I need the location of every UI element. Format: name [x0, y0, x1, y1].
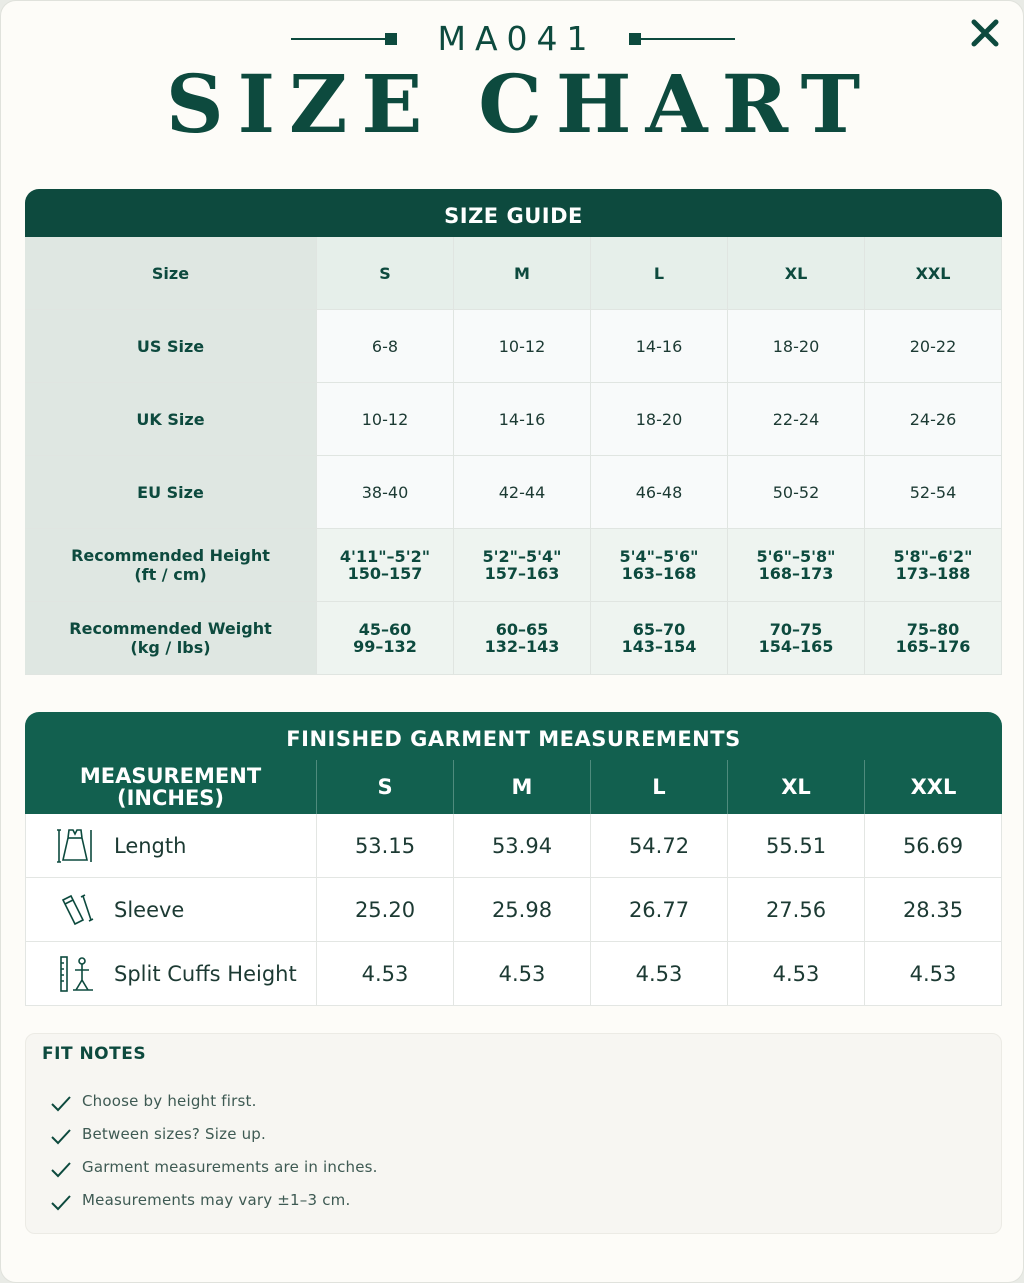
height-l-ft: 5'4"–5'6": [619, 547, 699, 566]
check-icon: [50, 1093, 72, 1115]
check-icon: [50, 1159, 72, 1181]
split-cuff-m: 4.53: [454, 942, 591, 1006]
garment-title: FINISHED GARMENT MEASUREMENTS: [25, 712, 1002, 760]
fit-note-text: Measurements may vary ±1–3 cm.: [82, 1190, 351, 1209]
fit-notes-list: [50, 1084, 378, 1216]
model-row: [1, 19, 1024, 59]
sleeve-xl: 27.56: [728, 878, 865, 942]
length-s: 53.15: [317, 814, 454, 878]
size-header-s: S: [317, 237, 454, 310]
us-size-xxl: 20-22: [865, 310, 1002, 383]
length-l: 54.72: [591, 814, 728, 878]
garment-header-l: L: [591, 760, 728, 814]
split-cuff-label: Split Cuffs Height: [114, 961, 297, 986]
uk-size-m: 14-16: [454, 383, 591, 456]
uk-size-label: UK Size: [25, 383, 317, 456]
height-xl-cm: 168–173: [758, 564, 834, 583]
check-icon: [50, 1192, 72, 1214]
split-cuff-l: 4.53: [591, 942, 728, 1006]
weight-xxl-kg: 75–80: [906, 620, 960, 639]
length-m: 53.94: [454, 814, 591, 878]
eu-size-label: EU Size: [25, 456, 317, 529]
size-header-xl: XL: [728, 237, 865, 310]
measurement-header-line2: (INCHES): [116, 786, 225, 810]
height-s-cm: 150–157: [347, 564, 423, 583]
length-label-cell: [25, 814, 317, 878]
weight-l: [591, 602, 728, 675]
size-header-m: M: [454, 237, 591, 310]
height-m-ft: 5'2"–5'4": [482, 547, 562, 566]
fit-note-text: Garment measurements are in inches.: [82, 1157, 378, 1176]
fit-note-item: [50, 1150, 378, 1183]
us-size-s: 6-8: [317, 310, 454, 383]
weight-xl: [728, 602, 865, 675]
split-cuff-xxl: 4.53: [865, 942, 1002, 1006]
weight-xl-lbs: 154–165: [758, 637, 834, 656]
length-label: Length: [114, 833, 187, 858]
weight-s-kg: 45–60: [358, 620, 412, 639]
size-header-xxl: XXL: [865, 237, 1002, 310]
weight-xl-kg: 70–75: [769, 620, 823, 639]
sleeve-m: 25.98: [454, 878, 591, 942]
height-l-cm: 163–168: [621, 564, 697, 583]
sleeve-s: 25.20: [317, 878, 454, 942]
split-cuff-icon: [54, 953, 96, 995]
height-xxl-cm: 173–188: [895, 564, 971, 583]
eu-size-xl: 50-52: [728, 456, 865, 529]
garment-grid: [25, 760, 1002, 1006]
measurement-header-line1: MEASUREMENT: [79, 764, 262, 788]
uk-size-xxl: 24-26: [865, 383, 1002, 456]
weight-l-kg: 65–70: [632, 620, 686, 639]
height-label-line1: Recommended Height: [71, 546, 270, 565]
uk-size-l: 18-20: [591, 383, 728, 456]
weight-m-kg: 60–65: [495, 620, 549, 639]
weight-s-lbs: 99–132: [353, 637, 417, 656]
height-s: [317, 529, 454, 602]
size-guide-grid: [25, 237, 1002, 675]
page-title: SIZE CHART: [165, 57, 875, 151]
us-size-l: 14-16: [591, 310, 728, 383]
size-header-l: L: [591, 237, 728, 310]
fit-note-item: [50, 1117, 378, 1150]
weight-m: [454, 602, 591, 675]
fit-notes-title: FIT NOTES: [42, 1044, 147, 1064]
eu-size-xxl: 52-54: [865, 456, 1002, 529]
dress-length-icon: [54, 825, 96, 867]
decorative-line-right: [635, 38, 735, 40]
decorative-line-left: [291, 38, 391, 40]
size-header-label: Size: [25, 237, 317, 310]
garment-measurements-table: [25, 712, 1002, 1006]
length-xxl: 56.69: [865, 814, 1002, 878]
split-cuff-s: 4.53: [317, 942, 454, 1006]
sleeve-l: 26.77: [591, 878, 728, 942]
sleeve-label: Sleeve: [114, 897, 185, 922]
fit-notes: [25, 1033, 1002, 1234]
split-cuff-xl: 4.53: [728, 942, 865, 1006]
eu-size-m: 42-44: [454, 456, 591, 529]
garment-header-xxl: XXL: [865, 760, 1002, 814]
size-guide-title: SIZE GUIDE: [25, 189, 1002, 237]
fit-note-text: Choose by height first.: [82, 1091, 257, 1110]
weight-l-lbs: 143–154: [621, 637, 697, 656]
split-cuff-label-cell: [25, 942, 317, 1006]
weight-label-line1: Recommended Weight: [69, 619, 272, 638]
garment-header-s: S: [317, 760, 454, 814]
weight-xxl-lbs: 165–176: [895, 637, 971, 656]
fit-note-text: Between sizes? Size up.: [82, 1124, 266, 1143]
garment-header-xl: XL: [728, 760, 865, 814]
height-label: [25, 529, 317, 602]
height-m: [454, 529, 591, 602]
measurement-header: [25, 760, 317, 814]
header: [1, 1, 1024, 151]
height-xxl: [865, 529, 1002, 602]
check-icon: [50, 1126, 72, 1148]
eu-size-l: 46-48: [591, 456, 728, 529]
weight-label: [25, 602, 317, 675]
us-size-m: 10-12: [454, 310, 591, 383]
fit-note-item: [50, 1183, 378, 1216]
eu-size-s: 38-40: [317, 456, 454, 529]
height-xxl-ft: 5'8"–6'2": [893, 547, 973, 566]
height-m-cm: 157–163: [484, 564, 560, 583]
model-code: MA041: [437, 19, 597, 58]
uk-size-s: 10-12: [317, 383, 454, 456]
uk-size-xl: 22-24: [728, 383, 865, 456]
length-xl: 55.51: [728, 814, 865, 878]
fit-note-item: [50, 1084, 378, 1117]
weight-s: [317, 602, 454, 675]
weight-label-line2: (kg / lbs): [130, 638, 211, 657]
us-size-label: US Size: [25, 310, 317, 383]
height-xl: [728, 529, 865, 602]
us-size-xl: 18-20: [728, 310, 865, 383]
size-guide-table: [25, 189, 1002, 675]
height-s-ft: 4'11"–5'2": [339, 547, 431, 566]
weight-xxl: [865, 602, 1002, 675]
height-xl-ft: 5'6"–5'8": [756, 547, 836, 566]
garment-header-m: M: [454, 760, 591, 814]
sleeve-icon: [54, 889, 96, 931]
weight-m-lbs: 132–143: [484, 637, 560, 656]
sleeve-label-cell: [25, 878, 317, 942]
height-l: [591, 529, 728, 602]
sleeve-xxl: 28.35: [865, 878, 1002, 942]
height-label-line2: (ft / cm): [134, 565, 207, 584]
